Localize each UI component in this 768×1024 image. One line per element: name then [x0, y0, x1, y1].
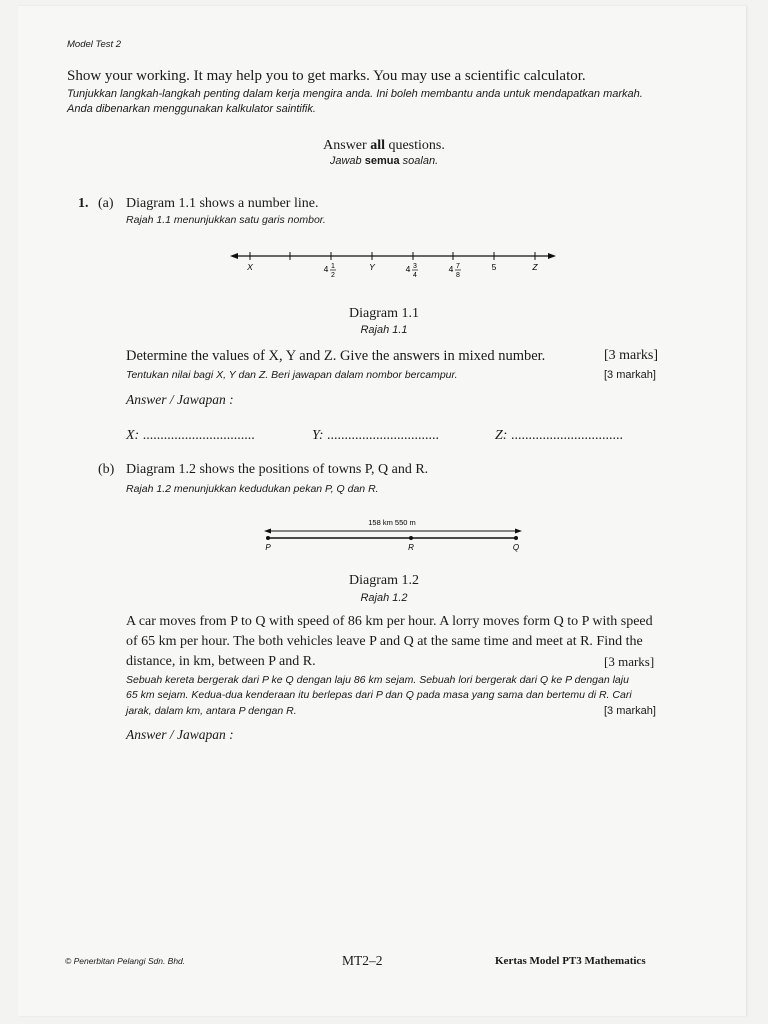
part-b-text-malay: Rajah 1.2 menunjukkan kedudukan pekan P, Q dan R.: [126, 483, 379, 495]
footer-title: Kertas Model PT3 Mathematics: [495, 955, 646, 967]
answer-all-heading: Answer all questions.: [323, 138, 445, 153]
tick-label-5: 5: [491, 262, 497, 272]
left-arrow-icon: [230, 253, 238, 259]
svg-text:3: 3: [413, 263, 417, 270]
part-a-text-malay: Rajah 1.1 menunjukkan satu garis nombor.: [126, 214, 326, 226]
svg-text:4: 4: [448, 264, 454, 274]
answer-field-y[interactable]: Y: ................................: [312, 428, 440, 443]
left-arrow-icon: [264, 529, 271, 534]
answer-all-heading-malay: Jawab semua soalan.: [329, 155, 439, 167]
tick-label-z: Z: [532, 262, 538, 272]
point-r-label: R: [408, 543, 414, 552]
svg-text:4: 4: [413, 272, 417, 279]
tick-label-y: Y: [369, 262, 375, 272]
part-b-paragraph-line2: of 65 km per hour. The both vehicles leave P and Q at the same time and meet at R. Find the: [126, 634, 643, 649]
tick-label-4-3-4: [406, 263, 418, 279]
point-r: [409, 536, 413, 540]
point-q-label: Q: [512, 543, 520, 552]
part-b-paragraph-malay-line3: jarak, dalam km, antara P dengan R.: [126, 705, 297, 717]
part-a-marks: [3 marks]: [604, 348, 659, 363]
footer-publisher: © Penerbitan Pelangi Sdn. Bhd.: [65, 956, 186, 966]
point-q: [514, 536, 518, 540]
footer-page-number: MT2–2: [342, 953, 383, 968]
part-a-text: Diagram 1.1 shows a number line.: [126, 196, 319, 211]
part-b-paragraph-malay-line1: Sebuah kereta bergerak dari P ke Q dengan laju 86 km sejam. Sebuah lori bergerak dari Q ke P dengan laju: [126, 674, 629, 686]
diagram-1-1-caption-malay: Rajah 1.1: [360, 324, 408, 336]
tick-label-4-7-8: [449, 263, 461, 279]
part-a-label: (a): [98, 196, 114, 211]
distance-label: 158 km 550 m: [368, 518, 416, 527]
point-p: [266, 536, 270, 540]
svg-text:7: 7: [456, 263, 460, 270]
diagram-1-2-caption-malay: Rajah 1.2: [360, 592, 408, 604]
part-b-label: (b): [98, 462, 115, 477]
tick-label-x: X: [247, 262, 253, 272]
part-b-marks-malay: [3 markah]: [604, 705, 656, 717]
diagram-1-1-caption: Diagram 1.1: [349, 306, 419, 321]
instructions-english: Show your working. It may help you to get marks. You may use a scientific calculator.: [67, 68, 586, 84]
tick-label-4-1-2: [324, 263, 336, 279]
question-number: 1.: [78, 196, 89, 211]
svg-text:4: 4: [405, 264, 411, 274]
part-a-marks-malay: [3 markah]: [604, 369, 656, 381]
right-arrow-icon: [548, 253, 556, 259]
part-b-paragraph-malay-line2: 65 km sejam. Kedua-dua kenderaan itu berlepas dari P dan Q pada masa yang sama dan bertemu di R. Cari: [126, 689, 632, 701]
svg-text:1: 1: [331, 263, 335, 270]
towns-diagram: [262, 514, 528, 554]
right-arrow-icon: [515, 529, 522, 534]
part-b-answer-label: Answer / Jawapan :: [126, 727, 234, 742]
instructions-malay-line2: Anda dibenarkan menggunakan kalkulator saintifik.: [67, 103, 316, 115]
part-b-paragraph-line1: A car moves from P to Q with speed of 86 km per hour. A lorry moves form Q to P with speed: [126, 614, 653, 629]
test-label: Model Test 2: [67, 39, 122, 50]
svg-text:4: 4: [323, 264, 329, 274]
number-line-diagram: [228, 246, 558, 288]
part-b-paragraph-line3: distance, in km, between P and R.: [126, 654, 316, 669]
answer-field-x[interactable]: X: ................................: [126, 428, 255, 443]
diagram-1-2-caption: Diagram 1.2: [349, 573, 419, 588]
svg-text:8: 8: [456, 272, 460, 279]
point-p-label: P: [265, 543, 271, 552]
instructions-malay-line1: Tunjukkan langkah-langkah penting dalam kerja mengira anda. Ini boleh membantu anda untuk mendapatkan markah.: [67, 88, 643, 100]
part-a-answer-label: Answer / Jawapan :: [126, 392, 234, 407]
part-a-task-malay: Tentukan nilai bagi X, Y dan Z. Beri jawapan dalam nombor bercampur.: [126, 369, 458, 381]
part-b-text: Diagram 1.2 shows the positions of towns P, Q and R.: [126, 462, 429, 477]
part-a-task: Determine the values of X, Y and Z. Give the answers in mixed number.: [126, 348, 546, 364]
answer-field-z[interactable]: Z: ................................: [495, 428, 623, 443]
svg-text:2: 2: [331, 272, 335, 279]
part-b-marks: [3 marks]: [604, 654, 655, 669]
